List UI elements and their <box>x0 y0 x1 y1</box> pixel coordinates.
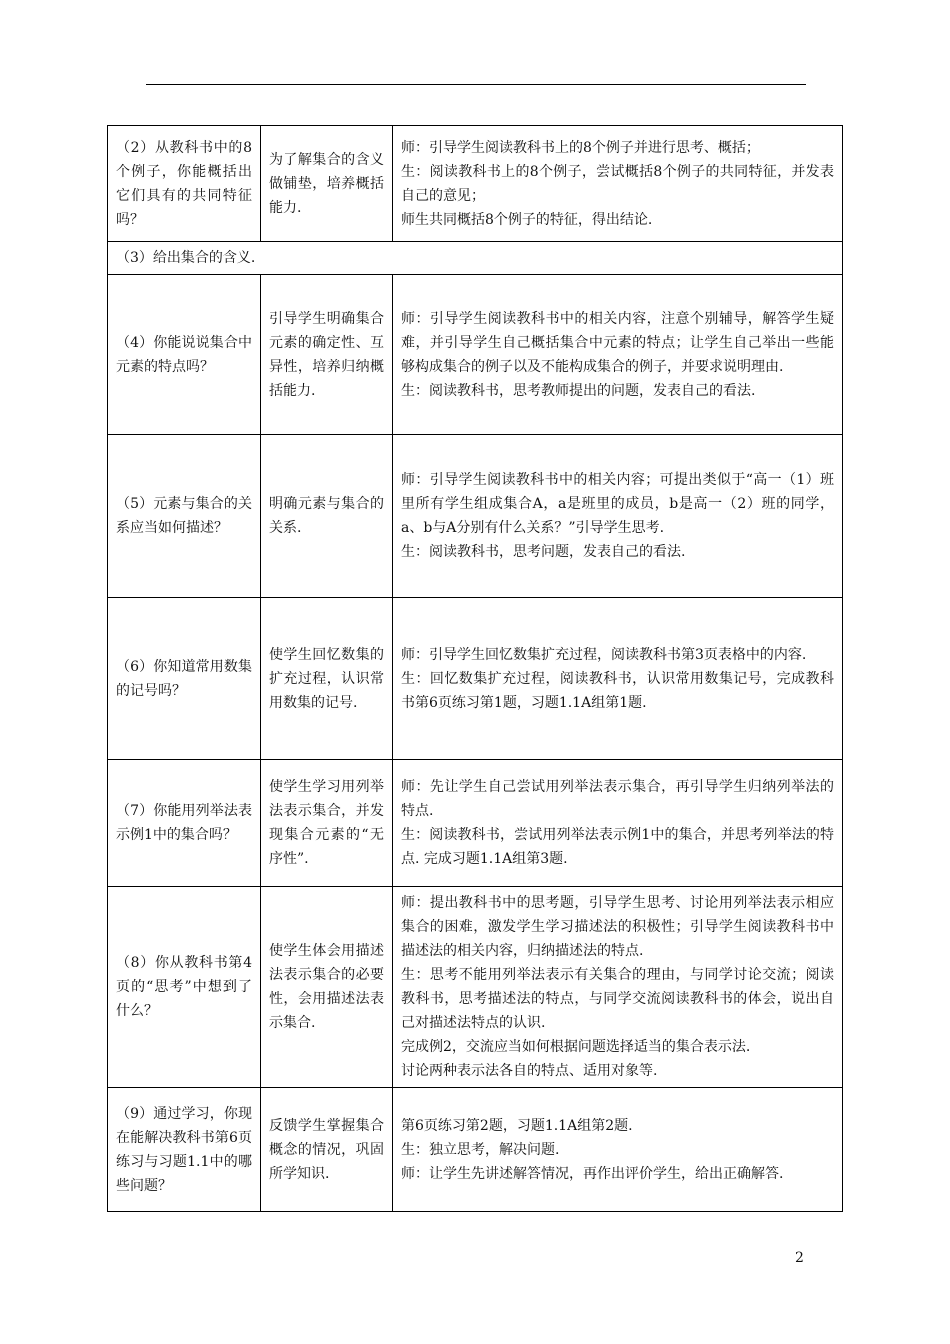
activity-line: 师：引导学生阅读教科书上的8个例子并进行思考、概括； <box>401 139 760 156</box>
activity-cell <box>393 598 843 760</box>
table-row <box>108 126 843 242</box>
table-row <box>108 275 843 435</box>
activity-line: 生：阅读教科书上的8个例子，尝试概括8个例子的共同特征，并发表自己的意见； <box>401 163 834 204</box>
table-row <box>108 887 843 1088</box>
question-cell: （5）元素与集合的关系应当如何描述？ <box>108 435 261 598</box>
purpose-cell: 引导学生明确集合元素的确定性、互异性，培养归纳概括能力. <box>261 275 393 435</box>
question-cell: （7）你能用列举法表示例1中的集合吗？ <box>108 760 261 887</box>
table-row <box>108 242 843 275</box>
activity-line: 生：独立思考，解决问题. <box>401 1141 560 1158</box>
activity-line: 师：提出教科书中的思考题，引导学生思考、讨论用列举法表示相应集合的困难，激发学生学习描述法的积极性；引导学生阅读教科书中描述法的相关内容，归纳描述法的特点. <box>401 895 834 959</box>
purpose-cell: 反馈学生掌握集合概念的情况，巩固所学知识. <box>261 1088 393 1212</box>
activity-line: 生：阅读教科书，尝试用列举法表示例1中的集合，并思考列举法的特点. 完成习题1.1A组第3题. <box>401 827 834 867</box>
activity-line: 完成例2，交流应当如何根据问题选择适当的集合表示法. <box>401 1039 751 1055</box>
purpose-cell: 明确元素与集合的关系. <box>261 435 393 598</box>
table-row <box>108 598 843 760</box>
purpose-cell: 使学生学习用列举法表示集合，并发现集合元素的“无序性”. <box>261 760 393 887</box>
activity-cell <box>393 275 843 435</box>
activity-line: 生：阅读教科书，思考问题，发表自己的看法. <box>401 544 686 560</box>
activity-line: 生：回忆数集扩充过程，阅读教科书，认识常用数集记号，完成教科书第6页练习第1题，习题1.1A组第1题. <box>401 670 834 711</box>
activity-line: 师生共同概括8个例子的特征，得出结论. <box>401 211 653 228</box>
purpose-cell: 使学生回忆数集的扩充过程，认识常用数集的记号. <box>261 598 393 760</box>
activity-line: 生：思考不能用列举法表示有关集合的理由，与同学讨论交流；阅读教科书，思考描述法的特点，与同学交流阅读教科书的体会，说出自己对描述法特点的认识. <box>401 967 834 1031</box>
lesson-plan-table <box>107 125 843 1212</box>
header-rule <box>146 84 806 85</box>
activity-cell <box>393 1088 843 1212</box>
activity-cell <box>393 760 843 887</box>
activity-line: 师：引导学生阅读教科书中的相关内容，注意个别辅导，解答学生疑难，并引导学生自己概括集合中元素的特点；让学生自己举出一些能够构成集合的例子以及不能构成集合的例子，并要求说明理由. <box>401 310 834 375</box>
activity-line: 生：阅读教科书，思考教师提出的问题，发表自己的看法. <box>401 382 756 399</box>
table-row <box>108 435 843 598</box>
activity-cell <box>393 126 843 242</box>
purpose-cell: 为了解集合的含义做铺垫，培养概括能力. <box>261 126 393 242</box>
activity-cell <box>393 887 843 1088</box>
activity-line: 师：引导学生回忆数集扩充过程，阅读教科书第3页表格中的内容. <box>401 646 807 663</box>
section-heading-cell: （3）给出集合的含义. <box>108 242 843 275</box>
activity-cell <box>393 435 843 598</box>
activity-line: 第6页练习第2题，习题1.1A组第2题. <box>401 1117 633 1134</box>
question-cell: （2）从教科书中的8个例子，你能概括出它们具有的共同特征吗？ <box>108 126 261 242</box>
activity-line: 师：先让学生自己尝试用列举法表示集合，再引导学生归纳列举法的特点. <box>401 779 834 819</box>
page-number: 2 <box>795 1250 804 1266</box>
activity-line: 讨论两种表示法各自的特点、适用对象等. <box>401 1063 658 1079</box>
activity-line: 师：引导学生阅读教科书中的相关内容；可提出类似于“高一（1）班里所有学生组成集合A，a是班里的成员，b是高一（2）班的同学，a、b与A分别有什么关系？”引导学生思考. <box>401 472 834 536</box>
question-cell: （8）你从教科书第4页的“思考”中想到了什么？ <box>108 887 261 1088</box>
question-cell: （6）你知道常用数集的记号吗？ <box>108 598 261 760</box>
table-row <box>108 1088 843 1212</box>
table-row <box>108 760 843 887</box>
question-cell: （4）你能说说集合中元素的特点吗？ <box>108 275 261 435</box>
question-cell: （9）通过学习，你现在能解决教科书第6页练习与习题1.1中的哪些问题？ <box>108 1088 261 1212</box>
activity-line: 师：让学生先讲述解答情况，再作出评价学生，给出正确解答. <box>401 1165 784 1182</box>
purpose-cell: 使学生体会用描述法表示集合的必要性，会用描述法表示集合. <box>261 887 393 1088</box>
